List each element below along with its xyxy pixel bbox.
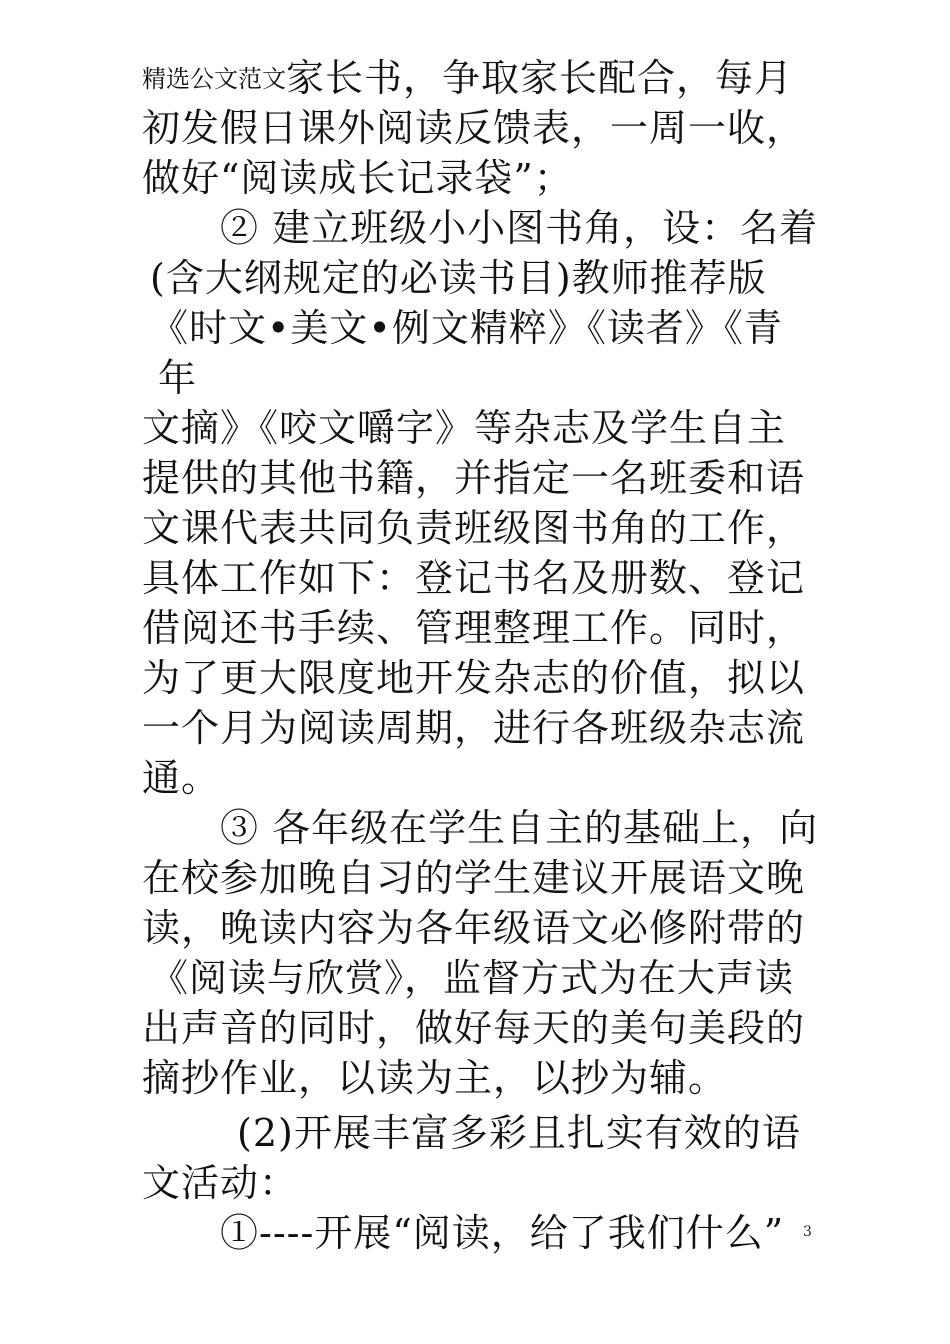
text-line-6: 《时文•美文•例文精粹》《读者》《青 <box>150 306 783 350</box>
text-line-17: 在校参加晚自习的学生建议开展语文晚 <box>142 856 806 900</box>
text-line-4: ② 建立班级小小图书角，设：名着 <box>220 206 819 250</box>
text-line-10: 文课代表共同负责班级图书角的工作， <box>142 506 806 550</box>
text-line-23: 文活动： <box>142 1161 299 1205</box>
text-line-1 <box>142 53 793 104</box>
text-line-11: 具体工作如下：登记书名及册数、登记 <box>142 556 806 600</box>
text-line-18: 读，晚读内容为各年级语文必修附带的 <box>142 906 806 950</box>
text-line-8: 文摘》《咬文嚼字》等杂志及学生自主 <box>142 406 787 450</box>
text-line-12: 借阅还书手续、管理整理工作。同时， <box>142 606 806 650</box>
text-line-24: ①----开展“阅读，给了我们什么” <box>220 1211 785 1255</box>
text-line-3: 做好“阅读成长记录袋”； <box>142 156 573 200</box>
text-line-15: 通。 <box>142 756 221 800</box>
text-line-20: 出声音的同时，做好每天的美句美段的 <box>142 1006 806 1050</box>
text-line-22: (2)开展丰富多彩且扎实有效的语 <box>237 1111 801 1155</box>
text-line-2: 初发假日课外阅读反馈表，一周一收， <box>142 106 806 150</box>
text-line-5: (含大纲规定的必读书目)教师推荐版 <box>150 256 767 300</box>
text-line-16: ③ 各年级在学生自主的基础上，向 <box>220 806 819 850</box>
text-line-19: 《阅读与欣赏》，监督方式为在大声读 <box>150 956 795 1000</box>
text-line-7: 年 <box>158 356 198 400</box>
text-line-1-content: 家长书，争取家长配合，每月 <box>286 56 794 100</box>
text-line-9: 提供的其他书籍，并指定一名班委和语 <box>142 456 806 500</box>
text-line-14: 一个月为阅读周期，进行各班级杂志流 <box>142 706 806 750</box>
page-number: 3 <box>803 1224 812 1240</box>
text-line-13: 为了更大限度地开发杂志的价值，拟以 <box>142 656 806 700</box>
text-line-21: 摘抄作业，以读为主，以抄为辅。 <box>142 1056 728 1100</box>
header-label: 精选公文范文 <box>142 65 286 93</box>
